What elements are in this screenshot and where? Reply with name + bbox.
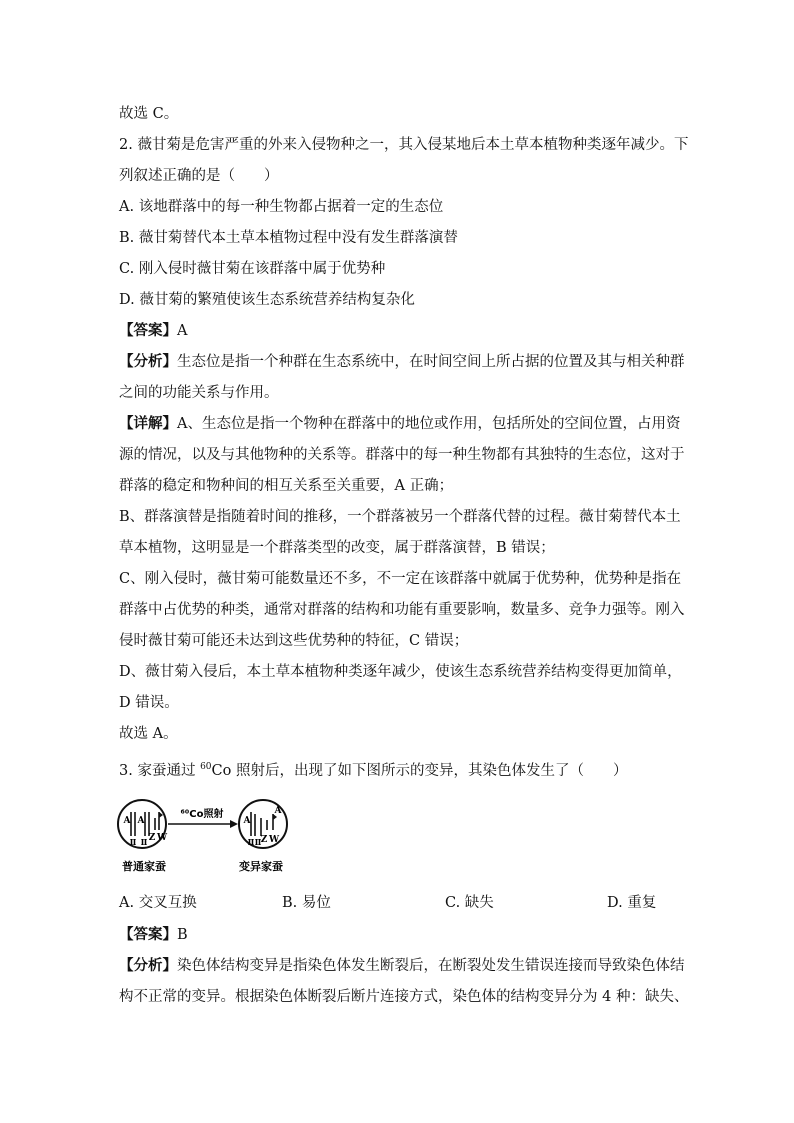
q3-analysis-text: 染色体结构变异是指染色体发生断裂后，在断裂处发生错误连接而导致染色体结 bbox=[177, 958, 685, 974]
q3-option-b: B. 易位 bbox=[282, 895, 331, 911]
q3-stem-sup: 60 bbox=[200, 762, 212, 772]
normal-label-ii-1: Ⅱ bbox=[129, 837, 137, 847]
mutant-chromosomes bbox=[251, 812, 273, 836]
arrow-label: ⁶⁰Co照射 bbox=[180, 809, 224, 820]
q2-option-a: A. 该地群落中的每一种生物都占据着一定的生态位 bbox=[119, 199, 444, 215]
q3-analysis-line2: 构不正常的变异。根据染色体断裂后断片连接方式，染色体的结构变异分为 4 种：缺失、 bbox=[119, 989, 689, 1005]
q2-analysis-line2: 之间的功能关系与作用。 bbox=[119, 385, 279, 401]
q2-detail-line3: 群落的稳定和物种间的相互关系至关重要，A 正确； bbox=[119, 478, 454, 494]
prev-conclusion: 故选 C。 bbox=[119, 106, 179, 122]
q2-detail-line10: D 错误。 bbox=[119, 695, 179, 711]
chromosome-figure bbox=[116, 790, 306, 880]
q2-answer bbox=[119, 321, 187, 341]
normal-letter-a1: A bbox=[123, 816, 131, 826]
q2-analysis-line1 bbox=[119, 352, 685, 372]
normal-label-ii-2: Ⅱ bbox=[140, 837, 148, 847]
mutant-letter-z: Z bbox=[260, 835, 268, 845]
analysis-tag: 【分析】 bbox=[119, 353, 177, 370]
q2-detail-line6: C、刚入侵时，薇甘菊可能数量还不多，不一定在该群落中就属于优势种，优势种是指在 bbox=[119, 571, 682, 587]
q3-option-c: C. 缺失 bbox=[445, 895, 494, 911]
mutant-caption: 变异家蚕 bbox=[239, 860, 283, 873]
normal-letter-w: W bbox=[156, 833, 168, 843]
q2-detail-line5: 草本植物，这明显是一个群落类型的改变，属于群落演替，B 错误； bbox=[119, 540, 555, 556]
q3-answer-value: B bbox=[177, 927, 188, 943]
mutant-letter-a1: A bbox=[243, 816, 251, 826]
q3-answer bbox=[119, 925, 188, 945]
q2-stem-line2: 列叙述正确的是（ ） bbox=[119, 168, 279, 184]
mutant-label-ii-2: Ⅱ bbox=[254, 837, 262, 847]
q3-analysis-line1 bbox=[119, 956, 685, 976]
q2-detail-line4: B、群落演替是指随着时间的推移，一个群落被另一个群落代替的过程。薇甘菊替代本土 bbox=[119, 509, 681, 525]
answer-value: A bbox=[177, 323, 188, 339]
q2-detail-line2: 源的情况，以及与其他物种的关系等。群落中的每一种生物都有其独特的生态位，这对于 bbox=[119, 447, 685, 463]
q2-conclusion: 故选 A。 bbox=[119, 726, 178, 742]
q3-stem bbox=[119, 757, 627, 781]
q2-detail-line8: 侵时薇甘菊可能还未达到这些优势种的特征，C 错误； bbox=[119, 633, 469, 649]
answer-tag: 【答案】 bbox=[119, 322, 177, 339]
mutant-label-ii-1: Ⅱ bbox=[247, 837, 255, 847]
q3-option-a: A. 交叉互换 bbox=[119, 895, 197, 911]
q2-detail-line7: 群落中占优势的种类，通常对群落的结构和功能有重要影响，数量多、竞争力强等。刚入 bbox=[119, 602, 685, 618]
q3-analysis-tag: 【分析】 bbox=[119, 957, 177, 974]
analysis-text: 生态位是指一个种群在生态系统中，在时间空间上所占据的位置及其与相关种群 bbox=[177, 354, 685, 370]
q2-option-d: D. 薇甘菊的繁殖使该生态系统营养结构复杂化 bbox=[119, 292, 415, 308]
q3-option-d: D. 重复 bbox=[607, 895, 657, 911]
normal-caption: 普通家蚕 bbox=[122, 860, 166, 873]
q2-option-b: B. 薇甘菊替代本土草本植物过程中没有发生群落演替 bbox=[119, 230, 458, 246]
normal-letter-a2: A bbox=[137, 816, 145, 826]
q3-stem-post: Co 照射后，出现了如下图所示的变异，其染色体发生了（ ） bbox=[211, 762, 628, 779]
mutant-letter-a2: A bbox=[274, 806, 282, 816]
q3-stem-pre: 3. 家蚕通过 bbox=[119, 762, 201, 779]
detail-text: A、生态位是指一个物种在群落中的地位或作用，包括所处的空间位置，占用资 bbox=[177, 416, 681, 432]
q2-stem-line1: 2. 薇甘菊是危害严重的外来入侵物种之一，其入侵某地后本土草本植物种类逐年减少。下 bbox=[119, 137, 689, 153]
normal-letter-z: Z bbox=[148, 833, 156, 843]
mutant-letter-w: W bbox=[268, 835, 280, 845]
detail-tag: 【详解】 bbox=[119, 415, 177, 432]
q2-detail-line9: D、薇甘菊入侵后，本土草本植物种类逐年减少，使该生态系统营养结构变得更加简单， bbox=[119, 664, 682, 680]
q2-option-c: C. 刚入侵时薇甘菊在该群落中属于优势种 bbox=[119, 261, 386, 277]
q2-detail-line1 bbox=[119, 414, 680, 434]
q3-answer-tag: 【答案】 bbox=[119, 926, 177, 943]
arrow-head bbox=[230, 820, 238, 828]
